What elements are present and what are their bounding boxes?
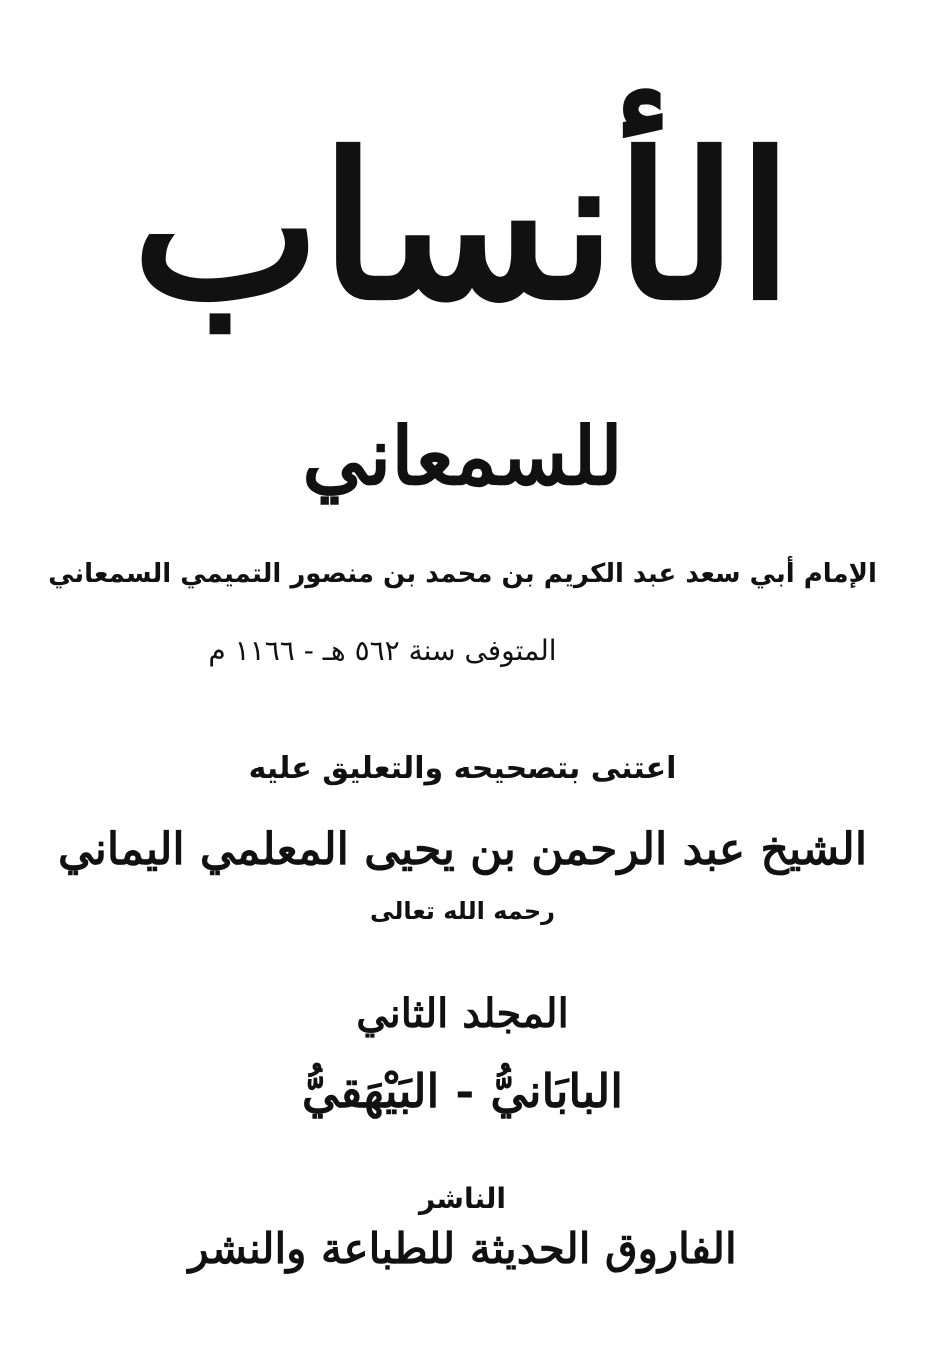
author-death-date: المتوفى سنة ٥٦٢ هـ - ١١٦٦ م [208,634,557,667]
publisher-name: الفاروق الحديثة للطباعة والنشر [188,1224,737,1273]
editing-credit-label: اعتنى بتصحيحه والتعليق عليه [248,751,677,786]
volume-label: المجلد الثاني [356,990,569,1037]
book-subtitle: للسمعاني [302,409,623,503]
author-name: الإمام أبي سعد عبد الكريم بن محمد بن منصور التميمي السمعاني [48,559,877,589]
editor-name: الشيخ عبد الرحمن بن يحيى المعلمي اليماني [57,824,868,875]
volume-range: البابَانيُّ - البَيْهَقيُّ [301,1064,624,1118]
publisher-label: الناشر [418,1182,506,1215]
editor-blessing: رحمه الله تعالى [370,897,555,925]
book-title: الأنساب [132,110,793,345]
